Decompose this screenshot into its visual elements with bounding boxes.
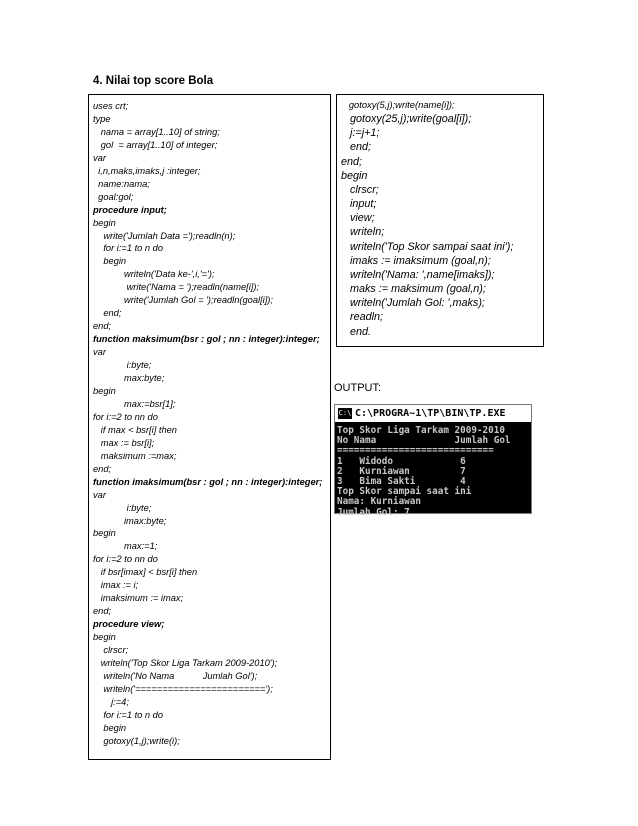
console-output-line: 1 Widodo 6 <box>337 455 466 467</box>
code-line: end; <box>93 321 112 332</box>
code-line: begin <box>93 528 116 539</box>
code-line: max := bsr[i]; <box>93 437 155 448</box>
code-line: begin <box>93 722 127 733</box>
code-line: clrscr; <box>93 645 129 656</box>
code-line: end; <box>341 141 372 154</box>
code-line: procedure view; <box>93 619 165 630</box>
code-line: var <box>93 347 106 358</box>
code-line: writeln('Top Skor Liga Tarkam 2009-2010'); <box>93 657 278 668</box>
code-line: write('Jumlah Data =');readln(n); <box>93 230 236 241</box>
code-line: end; <box>93 606 112 617</box>
code-line: i:byte; <box>93 360 152 371</box>
console-output-line: Top Skor Liga Tarkam 2009-2010 <box>337 425 505 436</box>
code-line: for i:=2 to nn do <box>93 554 158 565</box>
code-line: writeln('Top Skor sampai saat ini'); <box>341 240 514 253</box>
code-line: var <box>93 152 106 163</box>
code-line: if bsr[imax] < bsr[i] then <box>93 567 198 578</box>
code-line: max:=bsr[1]; <box>93 398 176 409</box>
code-line: write('Jumlah Gol = ');readln(goal[i]); <box>93 295 273 306</box>
console-output-line: Nama: Kurniawan <box>337 496 421 508</box>
code-line: max:=1; <box>93 541 158 552</box>
console-window <box>334 404 532 518</box>
code-line: i,n,maks,imaks,j :integer; <box>93 165 201 176</box>
code-line: begin <box>93 217 116 228</box>
code-line: begin <box>93 632 116 643</box>
code-line: procedure input; <box>93 204 167 215</box>
code-line: writeln('========================'); <box>93 683 273 694</box>
code-line: gotoxy(5,j);write(name[i]); <box>341 99 455 110</box>
code-line: maks := maksimum (goal,n); <box>341 283 486 296</box>
code-line: begin <box>93 256 127 267</box>
console-output-line: 3 Bima Sakti 4 <box>337 476 466 488</box>
code-line: gol = array[1..10] of integer; <box>93 139 218 150</box>
code-line: writeln('Jumlah Gol: ',maks); <box>341 297 485 310</box>
code-line: imaksimum := imax; <box>93 593 184 604</box>
console-output-line: 2 Kurniawan 7 <box>337 465 466 477</box>
code-line: end; <box>93 308 122 319</box>
code-line: maksimum :=max; <box>93 450 177 461</box>
code-line: for i:=2 to nn do <box>93 411 158 422</box>
code-line: for i:=1 to n do <box>93 243 164 254</box>
section-heading: 4. Nilai top score Bola <box>93 75 214 87</box>
console-output-line: No Nama Jumlah Gol <box>337 435 511 447</box>
code-line: for i:=1 to n do <box>93 709 164 720</box>
code-line: begin <box>93 385 116 396</box>
code-line: end. <box>341 325 372 338</box>
code-line: writeln('No Nama Jumlah Gol'); <box>93 670 258 681</box>
code-line: gotoxy(1,j);write(i); <box>93 735 180 746</box>
code-line: clrscr; <box>341 183 379 196</box>
code-line: writeln; <box>341 226 385 239</box>
code-box-left <box>88 94 331 760</box>
code-line: readln; <box>341 311 384 324</box>
code-line: j:=j+1; <box>341 127 380 140</box>
code-line: if max < bsr[i] then <box>93 424 177 435</box>
code-line: goal:gol; <box>93 191 134 202</box>
code-line: begin <box>341 169 368 182</box>
console-title: C:\PROGRA~1\TP\BIN\TP.EXE <box>355 408 506 419</box>
code-line: imax := i; <box>93 580 139 591</box>
code-line: input; <box>341 198 377 211</box>
code-line: function imaksimum(bsr : gol ; nn : integer):integer; <box>93 476 323 487</box>
code-line: max:byte; <box>93 373 165 384</box>
code-line: view; <box>341 212 375 225</box>
code-line: var <box>93 489 106 500</box>
code-line: i:byte; <box>93 502 152 513</box>
output-label: OUTPUT: <box>334 382 382 394</box>
code-line: j:=4; <box>93 696 129 707</box>
code-line: nama = array[1..10] of string; <box>93 126 220 137</box>
console-output-line: ============================ <box>337 445 494 457</box>
code-line: name:nama; <box>93 178 150 189</box>
code-line: uses crt; <box>93 101 129 111</box>
code-line: type <box>93 113 111 124</box>
code-line: imaks := imaksimum (goal,n); <box>341 254 491 267</box>
code-line: function maksimum(bsr : gol ; nn : integer):integer; <box>93 334 320 345</box>
code-box-right <box>336 94 544 347</box>
console-output-line: Jumlah Gol: 7 <box>337 506 410 518</box>
console-screen <box>335 422 531 518</box>
code-line: imax:byte; <box>93 515 167 526</box>
console-icon: C:\ <box>338 409 352 417</box>
code-line: writeln('Data ke-',i,'='); <box>93 269 215 280</box>
code-line: gotoxy(25,j);write(goal[i]); <box>341 113 472 126</box>
console-output-line: Top Skor sampai saat ini <box>337 486 472 498</box>
console-titlebar <box>335 405 531 422</box>
code-line: writeln('Nama: ',name[imaks]); <box>341 268 495 281</box>
code-line: write('Nama = ');readln(name[i]); <box>93 282 260 293</box>
code-line: end; <box>341 155 363 168</box>
code-line: end; <box>93 463 112 474</box>
